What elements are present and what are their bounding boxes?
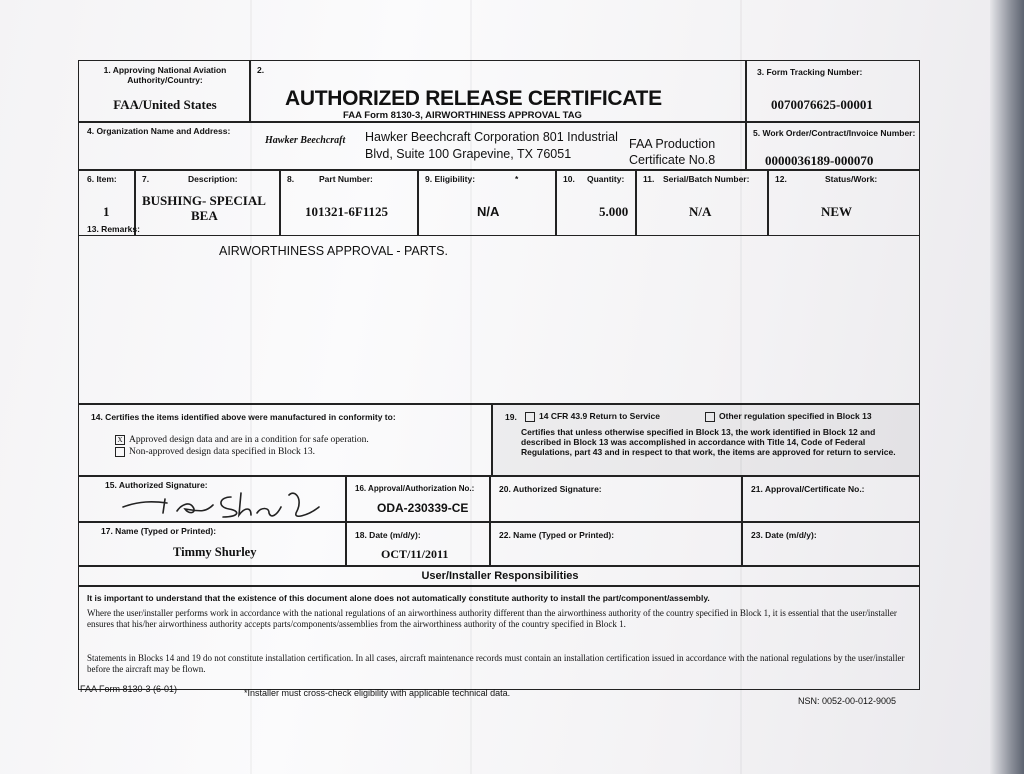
other-regulation-option (705, 411, 872, 422)
block-5-label: 5. Work Order/Contract/Invoice Number: (753, 128, 916, 138)
serial-label: Serial/Batch Number: (663, 174, 750, 184)
part-label: Part Number: (319, 174, 373, 184)
block-3 (746, 60, 920, 122)
block-3-label: 3. Form Tracking Number: (757, 67, 863, 77)
block-5 (746, 122, 920, 170)
eligibility-footnote: *Installer must cross-check eligibility with applicable technical data. (244, 688, 511, 698)
approved-design-checkbox[interactable]: X (115, 435, 125, 445)
authorized-signature-label: 15. Authorized Signature: (105, 480, 208, 490)
item-number: 1 (103, 204, 110, 219)
eligibility-value: N/A (477, 204, 500, 219)
block-1-label: 1. Approving National Aviation Authority/Country: (103, 65, 227, 85)
block-21 (742, 476, 920, 522)
block-23 (742, 522, 920, 566)
nsn-footer: NSN: 0052-00-012-9005 (798, 696, 897, 706)
responsibilities-paragraph-3: Statements in Blocks 14 and 19 do not constitute installation certification. In all cases, aircraft maintenance records must contain an installation certification issued in accordance with the national regulations by the user/installer before the aircraft may be flown. (87, 653, 905, 674)
approval-number: ODA-230339-CE (377, 501, 469, 515)
part-label-number: 8. (287, 174, 295, 184)
other-regulation-checkbox[interactable] (705, 412, 715, 422)
remarks-label: 13. Remarks: (87, 224, 140, 234)
description-line-2: BEA (191, 208, 218, 223)
signer-name: Timmy Shurley (173, 545, 257, 559)
return-to-service-option (525, 411, 660, 422)
approving-authority: FAA/United States (113, 97, 217, 112)
background-edge (990, 0, 1024, 774)
handwritten-signature (119, 485, 339, 522)
block-22 (490, 522, 742, 566)
block-19-label: 19. (505, 412, 517, 422)
eligibility-label: 9. Eligibility: (425, 174, 476, 184)
block-1 (78, 60, 250, 122)
desc-label-number: 7. (142, 174, 150, 184)
production-cert-line-1: FAA Production (629, 137, 716, 151)
certificate-form (78, 60, 920, 706)
block-2 (250, 60, 746, 122)
block-15 (78, 476, 346, 522)
block-18 (346, 522, 490, 566)
block-2-label: 2. (257, 65, 265, 75)
block-17-label: 17. Name (Typed or Printed): (101, 526, 217, 536)
status-label-number: 12. (775, 174, 787, 184)
work-order-number: 0000036189-000070 (765, 153, 874, 168)
desc-label: Description: (188, 174, 238, 184)
item-label: 6. Item: (87, 174, 117, 184)
responsibilities-heading: User/Installer Responsibilities (421, 570, 579, 582)
responsibilities-paragraph-1: It is important to understand that the existence of this document alone does not automatically constitute authority to install the part/component/assembly. (87, 593, 710, 603)
form-id-footer: FAA Form 8130-3 (6-01) (80, 684, 178, 694)
non-approved-design-text: Non-approved design data specified in Block 13. (129, 447, 315, 458)
hawker-beechcraft-logo: Hawker Beechcraft (265, 135, 346, 146)
block-17 (78, 522, 346, 566)
block-4-label: 4. Organization Name and Address: (87, 126, 231, 136)
production-cert-line-2: Certificate No.8 (629, 153, 716, 167)
serial-label-number: 11. (643, 174, 655, 184)
block-20 (490, 476, 742, 522)
non-approved-design-checkbox[interactable] (115, 447, 125, 457)
eligibility-mark: * (515, 174, 519, 184)
responsibilities-body (78, 586, 920, 690)
form-subtitle: FAA Form 8130-3, AIRWORTHINESS APPROVAL TAG (343, 110, 582, 121)
block-19-statement: Certifies that unless otherwise specified in Block 13, the work identified in Block 12 and described in Block 13 was accomplished in accordance with Title 14, Code of Federal Regulations, part 43 and in respect to that work, the items are approved for return to service. (521, 427, 896, 457)
block-22-label: 22. Name (Typed or Printed): (499, 530, 615, 540)
quantity-value: 5.000 (599, 204, 629, 219)
block-16 (346, 476, 490, 522)
quantity-label-number: 10. (563, 174, 575, 184)
remarks-value: AIRWORTHINESS APPROVAL - PARTS. (219, 244, 448, 258)
signature-date: OCT/11/2011 (381, 547, 449, 561)
org-address-line-2: Blvd, Suite 100 Grapevine, TX 76051 (365, 147, 572, 161)
block-20-label: 20. Authorized Signature: (499, 484, 602, 494)
block-19 (492, 404, 920, 476)
form-tracking-number: 0070076625-00001 (771, 97, 873, 112)
form-title: AUTHORIZED RELEASE CERTIFICATE (285, 87, 662, 110)
status-value: NEW (821, 204, 853, 219)
serial-value: N/A (689, 204, 712, 219)
responsibilities-paragraph-2: Where the user/installer performs work in accordance with the national regulations of an airworthiness authority different than the airworthiness authority of the country specified in Block 1, it is essential that the user/installer ensures that his/her airworthiness authority accepts parts/components/assemblies from the airworthiness authority of the country specified in Block 1. (87, 608, 897, 629)
block-21-label: 21. Approval/Certificate No.: (751, 484, 865, 494)
quantity-label: Quantity: (587, 174, 625, 184)
other-regulation-text: Other regulation specified in Block 13 (719, 411, 872, 421)
org-address-line-1: Hawker Beechcraft Corporation 801 Industrial (365, 130, 618, 144)
part-number: 101321-6F1125 (305, 204, 389, 219)
block-18-label: 18. Date (m/d/y): (355, 530, 421, 540)
status-label: Status/Work: (825, 174, 878, 184)
block-14-label: 14. Certifies the items identified above were manufactured in conformity to: (91, 412, 396, 422)
return-to-service-checkbox[interactable] (525, 412, 535, 422)
approved-design-text: Approved design data and are in a condition for safe operation. (129, 435, 369, 446)
block-13 (78, 224, 920, 404)
block-16-label: 16. Approval/Authorization No.: (355, 484, 475, 493)
return-to-service-text: 14 CFR 43.9 Return to Service (539, 411, 660, 421)
responsibilities-header (78, 566, 920, 586)
block-14-option-1 (115, 435, 369, 446)
block-14 (78, 404, 492, 476)
description-line-1: BUSHING- SPECIAL (142, 193, 266, 208)
block-4 (78, 122, 746, 170)
block-14-option-2 (115, 447, 315, 458)
block-23-label: 23. Date (m/d/y): (751, 530, 817, 540)
